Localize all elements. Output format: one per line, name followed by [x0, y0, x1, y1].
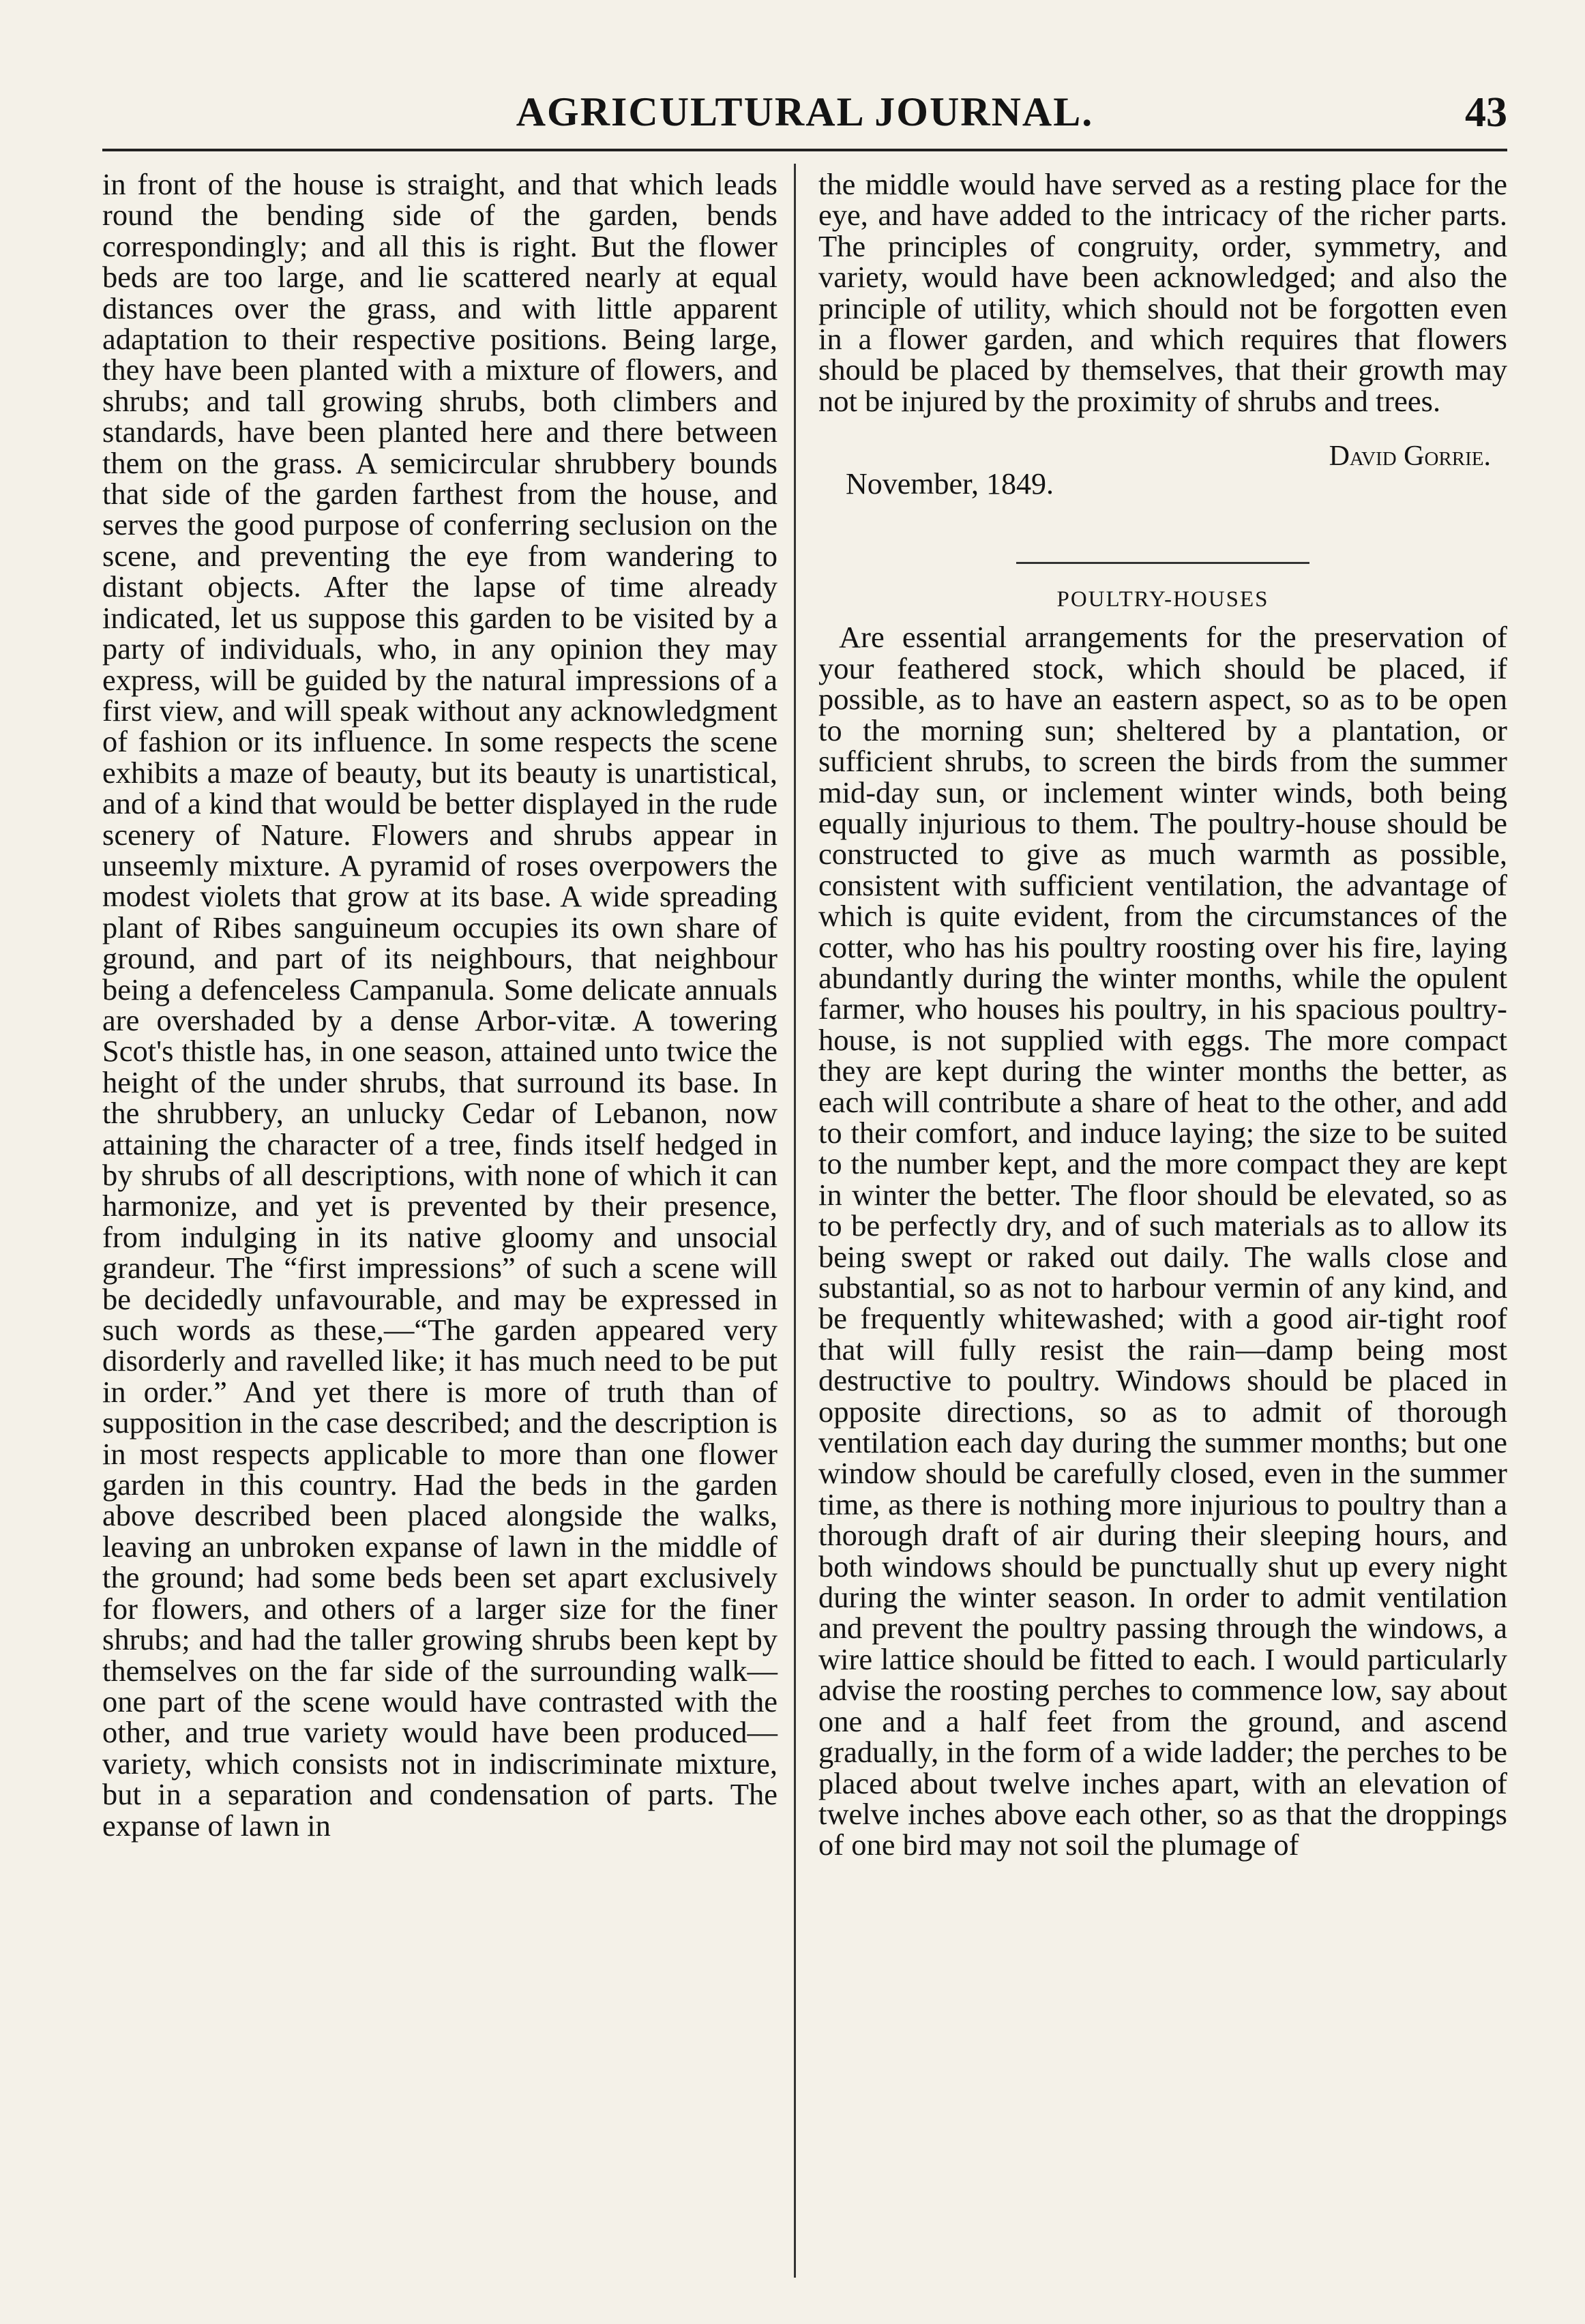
section-heading: POULTRY-HOUSES [1056, 587, 1269, 612]
page-number: 43 [1465, 89, 1507, 136]
dateline: November, 1849. [846, 466, 1054, 501]
author-signature: David Gorrie. [1329, 441, 1491, 473]
right-column [818, 169, 1507, 1861]
column-divider [794, 164, 796, 2278]
running-title: AGRICULTURAL JOURNAL. [516, 89, 1094, 134]
header-rule [102, 149, 1507, 151]
page-header [102, 89, 1507, 150]
section-body-text: Are essential arrangements for the preservation of your feathered stock, which should be placed, if possible, as to have an eastern aspect, so as to be open to the morning sun; sheltered by a plantation, or sufficient shrubs, to screen the birds from the summer mid-day sun, or inclement winter winds, both being equally injurious to them. The poultry-house should be constructed to give as much warmth as possible, consistent with sufficient ventilation, the advantage of which is quite evident, from the circumstances of the cotter, who has his poultry roosting over his fire, laying abundantly during the winter months, while the opulent farmer, who houses his poultry, in his spacious poultry-house, is not supplied with eggs. The more compact they are kept during the winter months the better, as each will contribute a share of heat to the other, and add to their comfort, and induce laying; the size to be suited to the number kept, and the more compact they are kept in winter the better. The floor should be elevated, so as to be perfectly dry, and of such materials as to allow its being swept or raked out daily. The walls close and substantial, so as not to harbour vermin of any kind, and be frequently whitewashed; with a good air-tight roof that will fully resist the rain—damp being most destructive to poultry. Windows should be placed in opposite directions, so as to admit of thorough ventilation each day during the summer months; but one window should be carefully closed, even in the summer time, as there is nothing more injurious to poultry than a thorough draft of air during their sleeping hours, and both windows should be punctually shut up every night during the winter season. In order to admit ventilation and prevent the poultry passing through the windows, a wire lattice should be fitted to each. I would particularly advise the roosting perches to commence low, say about one and a half feet from the ground, and ascend gradually, in the form of a wide ladder; the perches to be placed about twelve inches apart, with an elevation of twelve inches above each other, so as that the droppings of one bird may not soil the plumage of [818, 620, 1507, 1862]
left-column [102, 169, 777, 1841]
left-column-text: in front of the house is straight, and that which leads round the bending side of the garden, bends correspondingly; and all this is right. But the flower beds are too large, and lie scattered nearly at equal distances over the grass, and with little apparent adaptation to their respective positions. Being large, they have been planted with a mixture of flowers, and shrubs; and tall growing shrubs, both climbers and standards, have been planted here and there between them on the grass. A semicircular shrubbery bounds that side of the garden farthest from the house, and serves the good purpose of conferring seclusion on the scene, and preventing the eye from wandering to distant objects. After the lapse of time already indicated, let us suppose this garden to be visited by a party of individuals, who, in any opinion they may express, will be guided by the natural impressions of a first view, and will speak without any acknowledgment of fashion or its influence. In some respects the scene exhibits a maze of beauty, but its beauty is unartistical, and of a kind that would be better displayed in the rude scenery of Nature. Flowers and shrubs appear in unseemly mixture. A pyramid of roses overpowers the modest violets that grow at its base. A wide spreading plant of Ribes sanguineum occupies its own share of ground, and part of its neighbours, that neighbour being a defenceless Campanula. Some delicate annuals are overshaded by a dense Arbor-vitæ. A towering Scot's thistle has, in one season, attained unto twice the height of the under shrubs, that surround its base. In the shrubbery, an unlucky Cedar of Lebanon, now attaining the character of a tree, finds itself hedged in by shrubs of all descriptions, with none of which it can harmonize, and yet is prevented by their presence, from indulging in its native gloomy and unsocial grandeur. The “first impressions” of such a scene will be decidedly unfavourable, and may be expressed in such words as these,—“The garden appeared very disorderly and ravelled like; it has much need to be put in order.” And yet there is more of truth than of supposition in the case described; and the description is in most respects applicable to more than one flower garden in this country. Had the beds in the garden above described been placed alongside the walks, leaving an unbroken expanse of lawn in the middle of the ground; had some beds been set apart exclusively for flowers, and others of a larger size for the finer shrubs; and had the taller growing shrubs been kept by themselves on the far side of the surrounding walk—one part of the scene would have contrasted with the other, and true variety would have been produced—variety, which consists not in indiscriminate mixture, but in a separation and condensation of parts. The expanse of lawn in [102, 167, 777, 1843]
continuation-text: the middle would have served as a resting place for the eye, and have added to the intricacy of the richer parts. The principles of congruity, order, symmetry, and variety, would have been acknowledged; and also the principle of utility, which should not be forgotten even in a flower garden, and which requires that flowers should be placed by themselves, that their growth may not be injured by the proximity of shrubs and trees. [818, 167, 1507, 418]
section-rule [1016, 562, 1309, 564]
